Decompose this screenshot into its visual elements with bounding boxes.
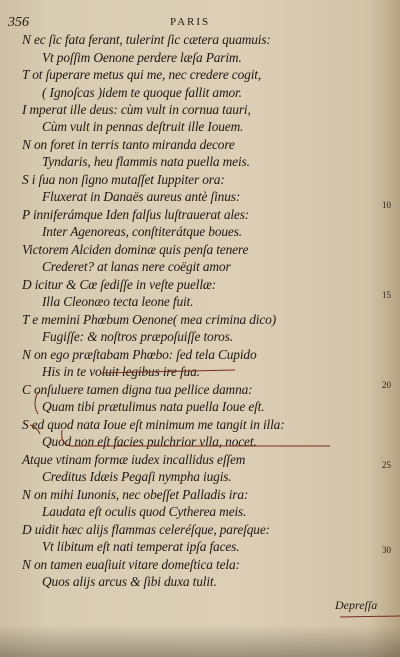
running-title: PARIS [170,16,211,28]
verse-line: N on tamen euaſiuit vitare domeſtica tela: [22,557,240,572]
verse-line: Quos alijs arcus & ſibi duxa tulit. [42,574,217,589]
verse-line: ( Ignoſcas )idem te quoque fallit amor. [42,85,242,100]
verse-line: T ot ſuperare metus qui me, nec credere cogit, [22,67,262,82]
verse-line: Vt poſſim Oenone perdere læſa Parim. [42,50,242,65]
verse-line: Creditus Idæis Pegaſi nympha iugis. [42,469,232,484]
line-number: 25 [382,460,391,470]
verse-line: P inniferámque Iden falſus luſtrauerat ales: [22,207,250,222]
verse-line: Quod non eſt facies pulchrior vlla, nocet. [42,434,257,449]
verse-line: Inter Agenoreas, conſtiterátque boues. [42,224,242,239]
verse-line: N on ego præſtabam Phœbo: ſed tela Cupido [22,347,257,362]
verse-line: D icitur & Cœ ſediſſe in veſte puellæ: [22,277,217,292]
verse-line: I mperat ille deus: cùm vult in cornua tauri, [22,102,251,117]
verse-line: S i ſua non ſigno mutaſſet Iuppiter ora: [22,172,225,187]
line-number: 30 [382,545,391,555]
verse-line: N on mihi Iunonis, nec obeſſet Palladis ira: [22,487,249,502]
verse-line: His in te voluit legibus ire ſua. [42,364,200,379]
verse-line: Illa Cleonæo tecta leone fuit. [42,294,194,309]
verse-line: N on foret in terris tanto miranda decore [22,137,235,152]
verse-line: Fugiſſe: & noſtros præpoſuiſſe toros. [42,329,233,344]
catchword: Depreſſa [335,598,378,612]
verse-line: Vt libitum eſt nati temperat ipſa faces. [42,539,240,554]
verse-line: N ec ſic fata ferant, tulerint ſic cætera quamuis: [22,32,271,47]
line-number: 15 [382,290,391,300]
verse-line: Tyndaris, heu flammis nata puella meis. [42,154,250,169]
verse-line: Cùm vult in pennas deſtruit ille Iouem. [42,119,244,134]
verse-line: Quam tibi prætulimus nata puella Ioue eſt. [42,399,265,414]
verse-line: T e memini Phœbum Oenone( mea crimina dico) [22,312,277,327]
verse-line: Laudata eſt oculis quod Cytherea meis. [42,504,247,519]
verse-line: Crederet? at lanas nere coëgit amor [42,259,231,274]
verse-line: Fluxerat in Danaës aureus antè ſinus: [42,189,241,204]
verse-line: C onſuluere tamen digna tua pellice damna: [22,382,253,397]
verse-line: Atque vtinam formæ iudex incallidus eſſem [22,452,246,467]
page-shadow [0,625,400,657]
page-number: 356 [8,15,29,30]
verse-line: D uidit hæc alijs flammas celeréſque, pareſque: [22,522,270,537]
line-number: 10 [382,200,391,210]
line-number: 20 [382,380,391,390]
verse-line: Victorem Alciden dominæ quis penſa tenere [22,242,249,257]
verse-line: S ed quod nata Ioue eſt minimum me tangit in illa: [22,417,285,432]
